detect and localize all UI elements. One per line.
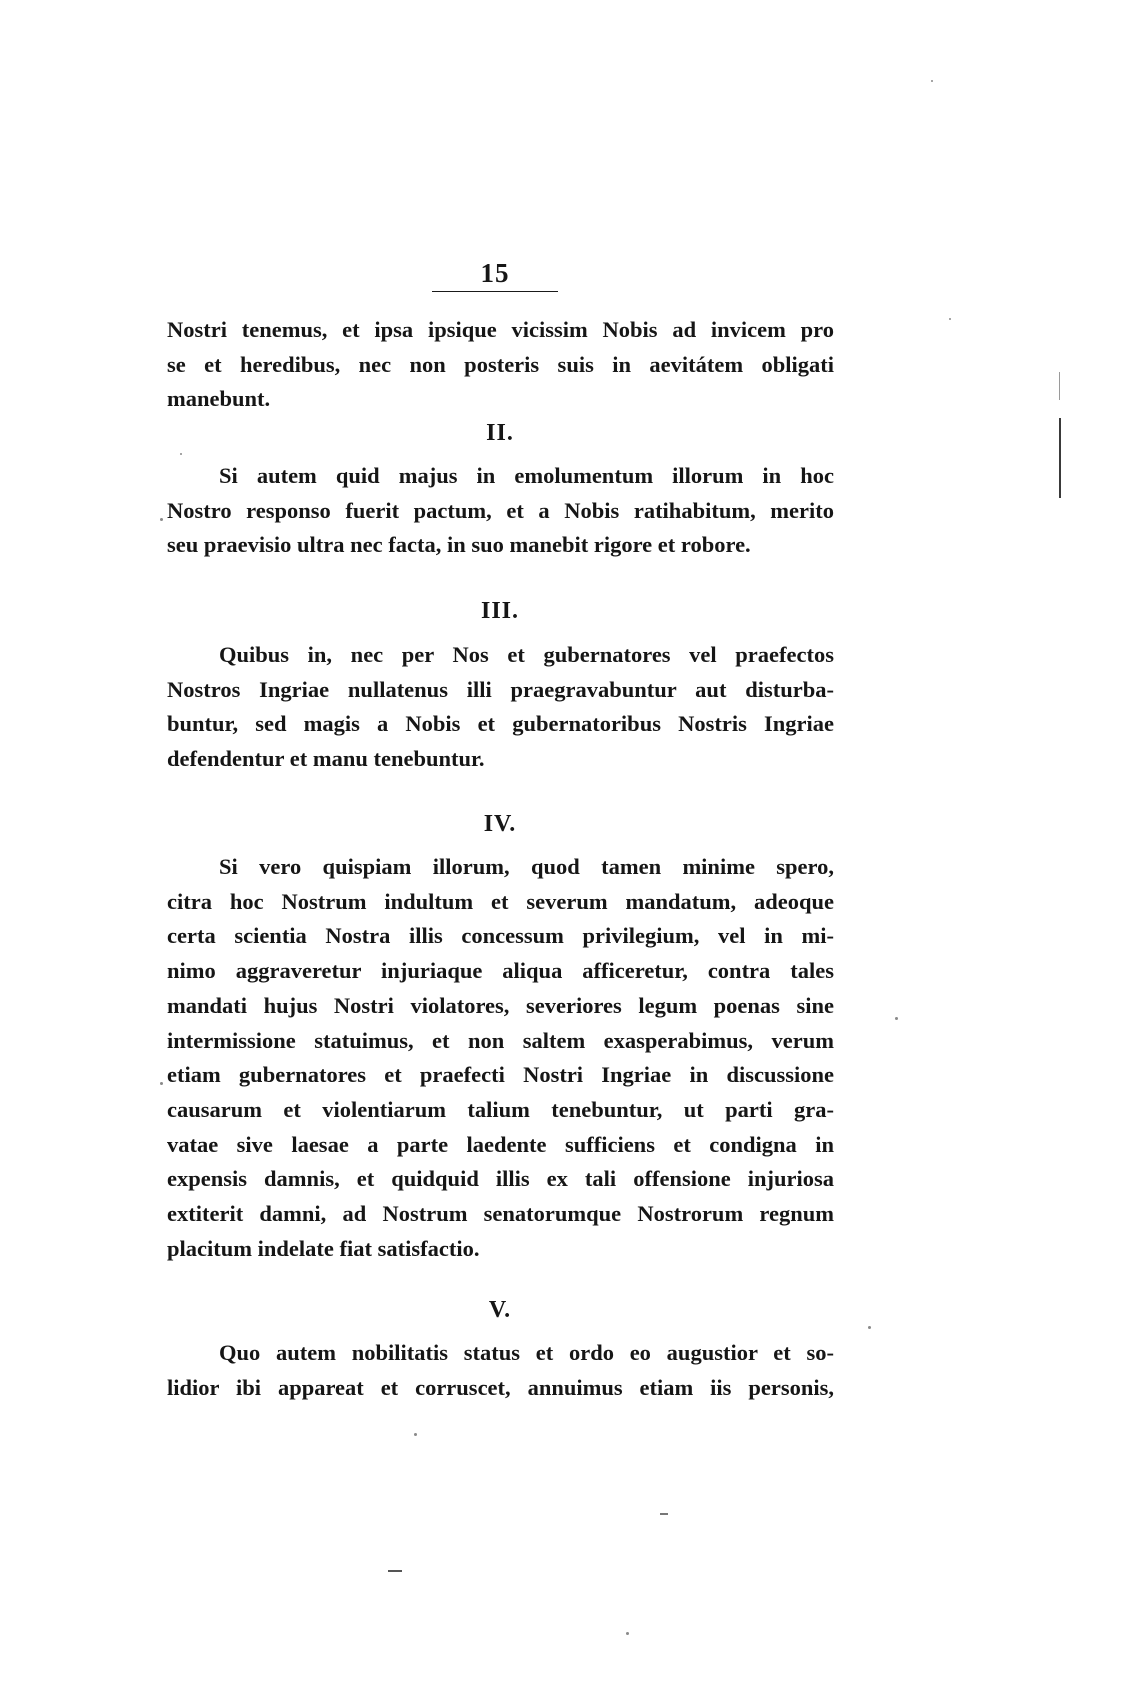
text-line: extiterit damni, ad Nostrum senatorumque Nostrorum regnum [167,1201,834,1227]
section-heading-2: II. [486,420,514,446]
page-number: 15 [480,258,510,288]
paragraph-section-4 [167,850,834,1266]
scan-speck [626,1632,629,1635]
scan-speck [414,1433,417,1436]
text-line: Quo autem nobilitatis status et ordo eo augustior et so- [219,1340,834,1365]
scan-speck [931,80,933,82]
scan-speck [160,518,163,521]
section-heading-3: III. [480,598,520,624]
text-line: intermissione statuimus, et non saltem exasperabimus, verum [167,1027,834,1053]
scan-dash [388,1570,402,1572]
text-line: Nostros Ingriae nullatenus illi praegravabuntur aut disturba- [167,676,834,702]
page-number-rule [432,291,558,292]
text-line: se et heredibus, nec non posteris suis in aevitátem obligati [167,351,834,377]
scan-speck [895,1017,898,1020]
scan-margin-mark [1059,372,1060,400]
text-line: certa scientia Nostra illis concessum privilegium, vel in mi- [167,923,834,949]
text-line: defendentur et manu tenebuntur. [167,746,485,772]
text-line: manebunt. [167,386,271,412]
text-line: lidior ibi appareat et corruscet, annuimus etiam iis personis, [167,1374,834,1400]
scan-speck [180,453,182,455]
text-line: causarum et violentiarum talium tenebuntur, ut parti gra- [167,1096,834,1122]
paragraph-section-3 [167,638,834,777]
text-line: mandati hujus Nostri violatores, severiores legum poenas sine [167,992,834,1018]
section-heading-5: V. [488,1297,512,1323]
section-heading-4: IV. [483,811,517,837]
paragraph-continuation [167,313,834,417]
text-line: Nostro responso fuerit pactum, et a Nobis ratihabitum, merito [167,497,834,523]
scan-dash [660,1513,668,1515]
paragraph-section-2 [167,459,834,563]
text-line: buntur, sed magis a Nobis et gubernatoribus Nostris Ingriae [167,711,834,737]
text-line: expensis damnis, et quidquid illis ex tali offensione injuriosa [167,1166,834,1192]
scan-speck [160,1082,163,1085]
text-line: Quibus in, nec per Nos et gubernatores vel praefectos [219,642,834,667]
text-line: nimo aggraveretur injuriaque aliqua afficeretur, contra tales [167,958,834,984]
scan-speck [868,1326,871,1329]
paragraph-section-5 [167,1336,834,1405]
text-line: vatae sive laesae a parte laedente sufficiens et condigna in [167,1131,834,1157]
text-line: Nostri tenemus, et ipsa ipsique vicissim Nobis ad invicem pro [167,317,834,342]
text-line: citra hoc Nostrum indultum et severum mandatum, adeoque [167,888,834,914]
text-line: placitum indelate fiat satisfactio. [167,1235,480,1261]
scan-margin-mark [1059,418,1061,498]
scan-speck [949,318,951,320]
text-line: etiam gubernatores et praefecti Nostri Ingriae in discussione [167,1062,834,1088]
text-line: Si vero quispiam illorum, quod tamen minime spero, [219,854,834,879]
text-line: seu praevisio ultra nec facta, in suo manebit rigore et robore. [167,532,751,558]
text-line: Si autem quid majus in emolumentum illorum in hoc [219,463,834,488]
